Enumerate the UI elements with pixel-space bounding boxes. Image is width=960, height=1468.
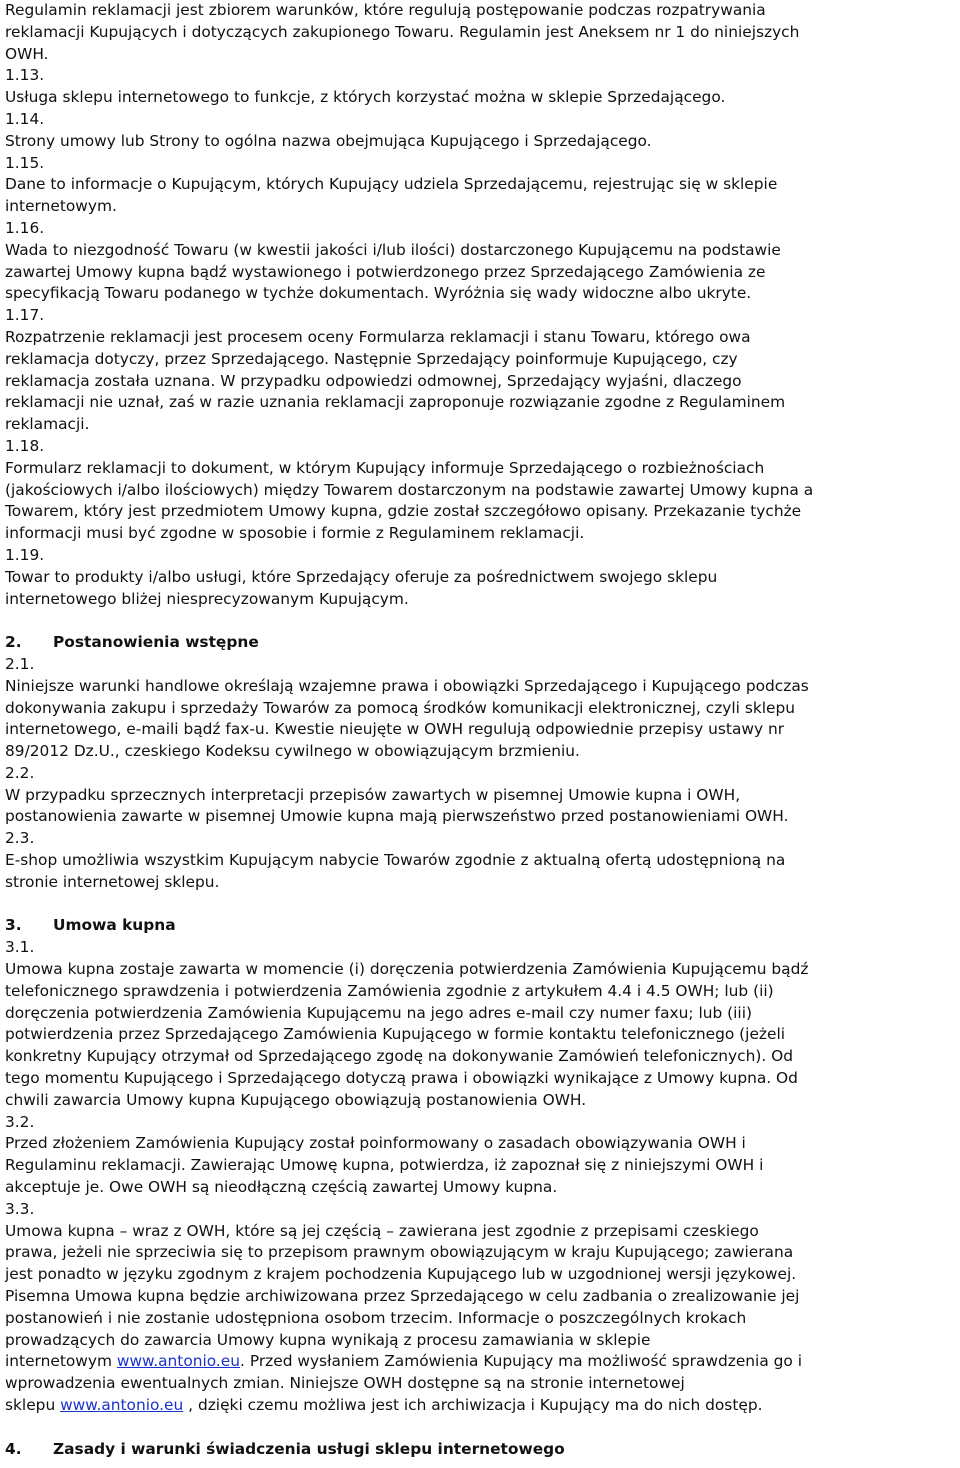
- section-number: 4.: [5, 1439, 22, 1458]
- text-line: Niniejsze warunki handlowe określają wzajemne prawa i obowiązki Sprzedającego i Kupującego podczas: [5, 676, 809, 695]
- text-line: Towarem, który jest przedmiotem Umowy kupna, gdzie został szczegółowo opisany. Przekazanie tychże: [5, 502, 802, 521]
- clause-number: 2.3.: [5, 829, 35, 848]
- text-line: reklamacja dotyczy, przez Sprzedającego. Następnie Sprzedający poinformuje Kupującego, czy: [5, 349, 738, 368]
- text-line: jest ponadto w języku zgodnym z krajem pochodzenia Kupującego lub w uzgodnionej wersji językowej.: [5, 1265, 797, 1284]
- section-heading: [5, 1439, 960, 1461]
- text-line: Regulamin reklamacji jest zbiorem warunków, które regulują postępowanie podczas rozpatrywania: [5, 1, 766, 19]
- text-line: reklamacji Kupujących i dotyczących zakupionego Towaru. Regulamin jest Aneksem nr 1 do niniejszych: [5, 22, 800, 41]
- text-line: Rozpatrzenie reklamacji jest procesem oceny Formularza reklamacji i stanu Towaru, którego owa: [5, 327, 751, 346]
- text-line: Usługa sklepu internetowego to funkcje, z których korzystać można w sklepie Sprzedającego.: [5, 88, 726, 107]
- text-line: W przypadku sprzecznych interpretacji przepisów zawartych w pisemnej Umowie kupna i OWH,: [5, 785, 741, 804]
- paragraph-gap: [5, 1417, 960, 1439]
- text-line: stronie internetowej sklepu.: [5, 872, 220, 891]
- text-line: Pisemna Umowa kupna będzie archiwizowana przez Sprzedającego w celu zadbania o zrealizowanie jej: [5, 1287, 800, 1306]
- text-line: konkretny Kupujący otrzymał od Sprzedającego zgodę na dokonywanie Zamówień telefonicznych). Od: [5, 1047, 794, 1066]
- section-heading: [5, 632, 960, 654]
- text-line: Dane to informacje o Kupującym, których Kupujący udziela Sprzedającemu, rejestrując się w sklepie: [5, 175, 778, 194]
- section-number: 2.: [5, 633, 22, 652]
- text-fragment: sklepu: [5, 1396, 61, 1414]
- website-link[interactable]: www.antonio.eu: [60, 1396, 184, 1414]
- text-line: (jakościowych i/albo ilościowych) między Towarem dostarczonym na podstawie zawartej Umowy kupna a: [5, 480, 814, 499]
- text-fragment: , dzięki czemu możliwa jest ich archiwizacja i Kupujący ma do nich dostęp.: [183, 1396, 763, 1414]
- text-line: Formularz reklamacji to dokument, w którym Kupujący informuje Sprzedającego o rozbieżnościach: [5, 458, 765, 477]
- text-line: internetowego, e-maili bądź fax-u. Kwestie nieujęte w OWH regulują odpowiednie przepisy ustawy nr: [5, 720, 785, 739]
- section-title: Umowa kupna: [53, 916, 176, 935]
- text-fragment: . Przed wysłaniem Zamówienia Kupujący ma możliwość sprawdzenia go i: [240, 1352, 802, 1371]
- text-line: [5, 1351, 960, 1373]
- clause-number: 3.1.: [5, 938, 35, 957]
- text-line: [5, 1395, 960, 1417]
- paragraph-gap: [5, 610, 960, 632]
- text-line: reklamacji.: [5, 415, 90, 434]
- clause-number: 2.2.: [5, 763, 35, 782]
- text-line: chwili zawarcia Umowy kupna Kupującego obowiązują postanowienia OWH.: [5, 1090, 587, 1109]
- text-line: potwierdzenia przez Sprzedającego Zamówienia Kupującego w formie kontaktu telefonicznego (jeżeli: [5, 1025, 786, 1044]
- clause-number: 1.19.: [5, 545, 45, 564]
- text-line: dokonywania zakupu i sprzedaży Towarów za pomocą środków komunikacji elektronicznej, czyli sklepu: [5, 698, 796, 717]
- text-line: internetowego bliżej niesprecyzowanym Kupującym.: [5, 589, 409, 608]
- text-line: Regulaminu reklamacji. Zawierając Umowę kupna, potwierdza, iż zapoznał się z niniejszymi OWH i: [5, 1156, 764, 1175]
- section-heading: [5, 915, 960, 937]
- text-line: doręczenia potwierdzenia Zamówienia Kupującemu na jego adres e-mail czy numer faxu; lub (iii): [5, 1003, 752, 1022]
- paragraph-gap: [5, 894, 960, 916]
- text-line: 89/2012 Dz.U., czeskiego Kodeksu cywilnego w obowiązującym brzmieniu.: [5, 742, 580, 761]
- section-title: Zasady i warunki świadczenia usługi sklepu internetowego: [53, 1439, 565, 1458]
- text-line: wprowadzenia ewentualnych zmian. Niniejsze OWH dostępne są na stronie internetowej: [5, 1374, 685, 1393]
- text-line: Strony umowy lub Strony to ogólna nazwa obejmująca Kupującego i Sprzedającego.: [5, 131, 652, 150]
- website-link[interactable]: www.antonio.eu: [116, 1352, 241, 1371]
- text-line: OWH.: [5, 44, 49, 63]
- clause-number: 2.1.: [5, 654, 35, 673]
- text-line: Wada to niezgodność Towaru (w kwestii jakości i/lub ilości) dostarczonego Kupującemu na podstawie: [5, 240, 781, 259]
- section-title: Postanowienia wstępne: [53, 633, 259, 652]
- text-line: internetowym.: [5, 197, 117, 216]
- text-line: tego momentu Kupującego i Sprzedającego dotyczą prawa i obowiązki wynikające z Umowy kupna. Od: [5, 1069, 798, 1088]
- text-line: postanowienia zawarte w pisemnej Umowie kupna mają pierwszeństwo przed postanowieniami OWH.: [5, 807, 789, 826]
- text-line: prowadzących do zawarcia Umowy kupna wynikają z procesu zamawiania w sklepie: [5, 1330, 651, 1349]
- text-line: Towar to produkty i/albo usługi, które Sprzedający oferuje za pośrednictwem swojego sklepu: [5, 567, 718, 586]
- text-line: Umowa kupna – wraz z OWH, które są jej częścią – zawierana jest zgodnie z przepisami czeskiego: [5, 1221, 759, 1240]
- text-line: prawa, jeżeli nie sprzeciwia się to przepisom prawnym obowiązującym w kraju Kupującego; zawierana: [5, 1243, 794, 1262]
- text-line: Umowa kupna zostaje zawarta w momencie (i) doręczenia potwierdzenia Zamówienia Kupującemu bądź: [5, 960, 809, 979]
- clause-number: 1.14.: [5, 109, 45, 128]
- text-line: specyfikacją Towaru podanego w tychże dokumentach. Wyróżnia się wady widoczne albo ukryte.: [5, 284, 752, 303]
- text-line: zawartej Umowy kupna bądź wystawionego i potwierdzonego przez Sprzedającego Zamówienia ze: [5, 262, 766, 281]
- clause-number: 1.15.: [5, 153, 45, 172]
- text-line: postanowień i nie zostanie udostępniona osobom trzecim. Informacje o poszczególnych krokach: [5, 1308, 747, 1327]
- clause-number: 3.3.: [5, 1199, 35, 1218]
- text-line: reklamacji nie uznał, zaś w razie uznania reklamacji zaproponuje rozwiązanie zgodne z Regulaminem: [5, 393, 786, 412]
- text-line: informacji musi być zgodne w sposobie i formie z Regulaminem reklamacji.: [5, 524, 585, 543]
- clause-number: 1.16.: [5, 218, 45, 237]
- text-line: akceptuje je. Owe OWH są nieodłączną częścią zawartej Umowy kupna.: [5, 1178, 558, 1197]
- text-line: Przed złożeniem Zamówienia Kupujący został poinformowany o zasadach obowiązywania OWH i: [5, 1134, 746, 1153]
- clause-number: 1.13.: [5, 66, 45, 85]
- text-fragment: internetowym: [5, 1352, 117, 1371]
- text-line: E-shop umożliwia wszystkim Kupującym nabycie Towarów zgodnie z aktualną ofertą udostępnioną na: [5, 851, 786, 870]
- document-body: [5, 0, 960, 1460]
- text-line: reklamacja została uznana. W przypadku odpowiedzi odmownej, Sprzedający wyjaśni, dlaczego: [5, 371, 742, 390]
- clause-number: 1.18.: [5, 436, 45, 455]
- clause-number: 3.2.: [5, 1112, 35, 1131]
- text-line: telefonicznego sprawdzenia i potwierdzenia Zamówienia zgodnie z artykułem 4.4 i 4.5 OWH; lub (ii): [5, 981, 774, 1000]
- section-number: 3.: [5, 916, 22, 935]
- clause-number: 1.17.: [5, 306, 45, 325]
